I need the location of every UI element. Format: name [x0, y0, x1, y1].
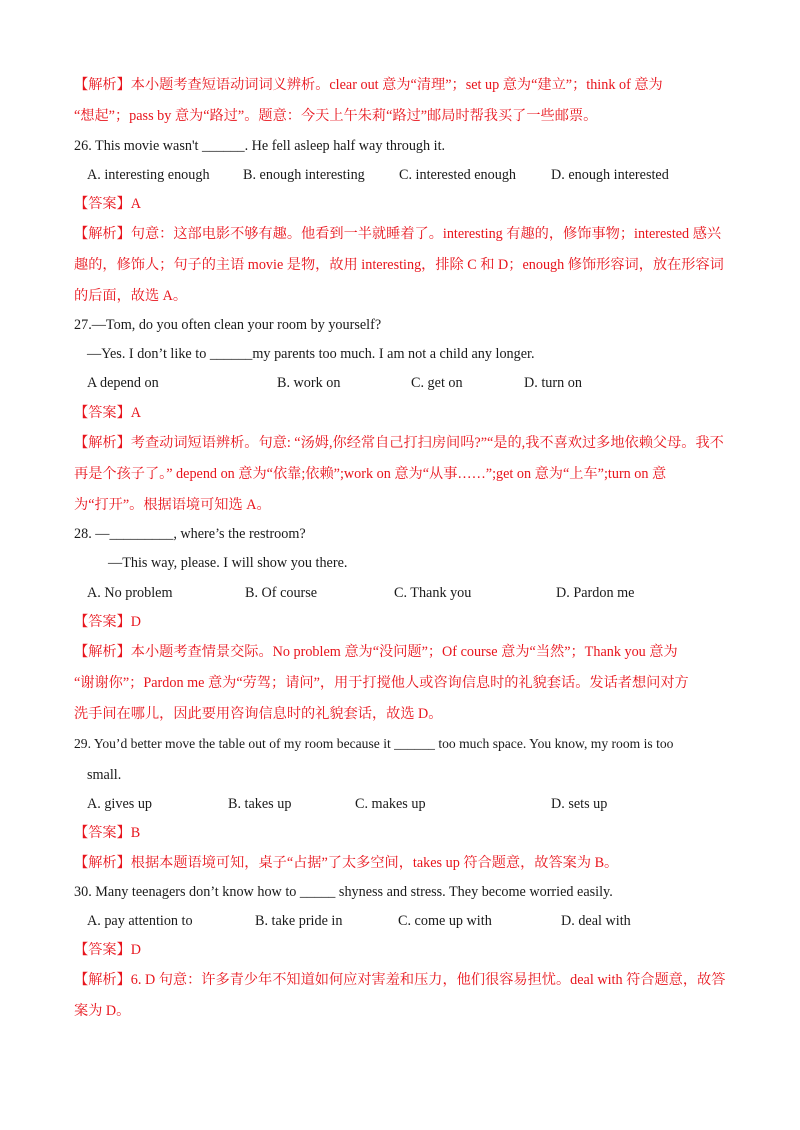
q27-option-b: B. work on	[277, 375, 341, 391]
q29-option-c: C. makes up	[355, 796, 426, 812]
q29-option-a: A. gives up	[87, 796, 153, 812]
q26-stem: 26. This movie wasn't ______. He fell asleep half way through it.	[74, 138, 446, 154]
q29-option-d: D. sets up	[551, 796, 608, 812]
q26-analysis-line-1: 【解析】句意：这部电影不够有趣。他看到一半就睡着了。interesting 有趣的，修饰事物；interested 感兴	[74, 226, 722, 242]
q30-option-a: A. pay attention to	[87, 913, 193, 929]
q25-analysis-line-1: 【解析】本小题考查短语动词词义辨析。clear out 意为“清理”；set up 意为“建立”；think of 意为	[74, 77, 663, 93]
q30-answer: 【答案】D	[74, 942, 141, 958]
q28-answer: 【答案】D	[74, 614, 141, 630]
q30-option-d: D. deal with	[561, 913, 631, 929]
q26-option-c: C. interested enough	[399, 167, 517, 183]
q30-analysis-line-2: 案为 D。	[74, 1003, 131, 1019]
q27-option-d: D. turn on	[524, 375, 582, 391]
q27-stem-line-2: —Yes. I don’t like to ______my parents too much. I am not a child any longer.	[87, 346, 535, 362]
q27-analysis-line-3: 为“打开”。根据语境可知选 A。	[74, 497, 271, 513]
q28-analysis-line-3: 洗手间在哪儿，因此要用咨询信息时的礼貌套话，故选 D。	[74, 706, 443, 722]
q27-option-a: A depend on	[87, 375, 159, 391]
q28-stem-line-2: —This way, please. I will show you there.	[108, 555, 348, 571]
q30-analysis-line-1: 【解析】6. D 句意：许多青少年不知道如何应对害羞和压力，他们很容易担忧。deal with 符合题意，故答	[74, 972, 726, 988]
q27-analysis-line-1: 【解析】考查动词短语辨析。句意: “汤姆,你经常自己打扫房间吗?”“是的,我不喜欢过多地依赖父母。我不	[74, 435, 724, 451]
q29-analysis-line-1: 【解析】根据本题语境可知，桌子“占据”了太多空间，takes up 符合题意，故答案为 B。	[74, 855, 619, 871]
q28-option-d: D. Pardon me	[556, 585, 635, 601]
q27-answer: 【答案】A	[74, 405, 141, 421]
q27-stem-line-1: 27.—Tom, do you often clean your room by yourself?	[74, 317, 382, 333]
q27-analysis-line-2: 再是个孩子了。” depend on 意为“依靠;依赖”;work on 意为“从事……”;get on 意为“上车”;turn on 意	[74, 466, 667, 482]
q30-option-c: C. come up with	[398, 913, 492, 929]
q26-analysis-line-2: 趣的，修饰人；句子的主语 movie 是物，故用 interesting，排除 C 和 D；enough 修饰形容词，放在形容词	[74, 257, 724, 273]
q29-stem-line-1: 29. You’d better move the table out of my room because it ______ too much space. You know, my room is too	[74, 736, 674, 751]
q29-answer: 【答案】B	[74, 825, 141, 841]
q30-stem: 30. Many teenagers don’t know how to _____ shyness and stress. They become worried easily.	[74, 884, 613, 900]
q26-option-b: B. enough interesting	[243, 167, 365, 183]
q30-option-b: B. take pride in	[255, 913, 343, 929]
q28-analysis-line-2: “谢谢你”；Pardon me 意为“劳驾；请问”，用于打搅他人或咨询信息时的礼貌套话。发话者想问对方	[74, 675, 689, 691]
q27-option-c: C. get on	[411, 375, 463, 391]
q26-answer: 【答案】A	[74, 196, 141, 212]
q25-analysis-line-2: “想起”；pass by 意为“路过”。题意：今天上午朱莉“路过”邮局时帮我买了一些邮票。	[74, 108, 598, 124]
q28-analysis-line-1: 【解析】本小题考查情景交际。No problem 意为“没问题”；Of course 意为“当然”；Thank you 意为	[74, 644, 678, 660]
q28-option-a: A. No problem	[87, 585, 173, 601]
q28-stem-line-1: 28. —_________, where’s the restroom?	[74, 526, 306, 542]
q29-option-b: B. takes up	[228, 796, 292, 812]
q28-option-b: B. Of course	[245, 585, 318, 601]
q26-option-d: D. enough interested	[551, 167, 669, 183]
q26-analysis-line-3: 的后面，故选 A。	[74, 288, 188, 304]
q26-option-a: A. interesting enough	[87, 167, 210, 183]
q29-stem-line-2: small.	[87, 767, 122, 783]
q28-option-c: C. Thank you	[394, 585, 472, 601]
